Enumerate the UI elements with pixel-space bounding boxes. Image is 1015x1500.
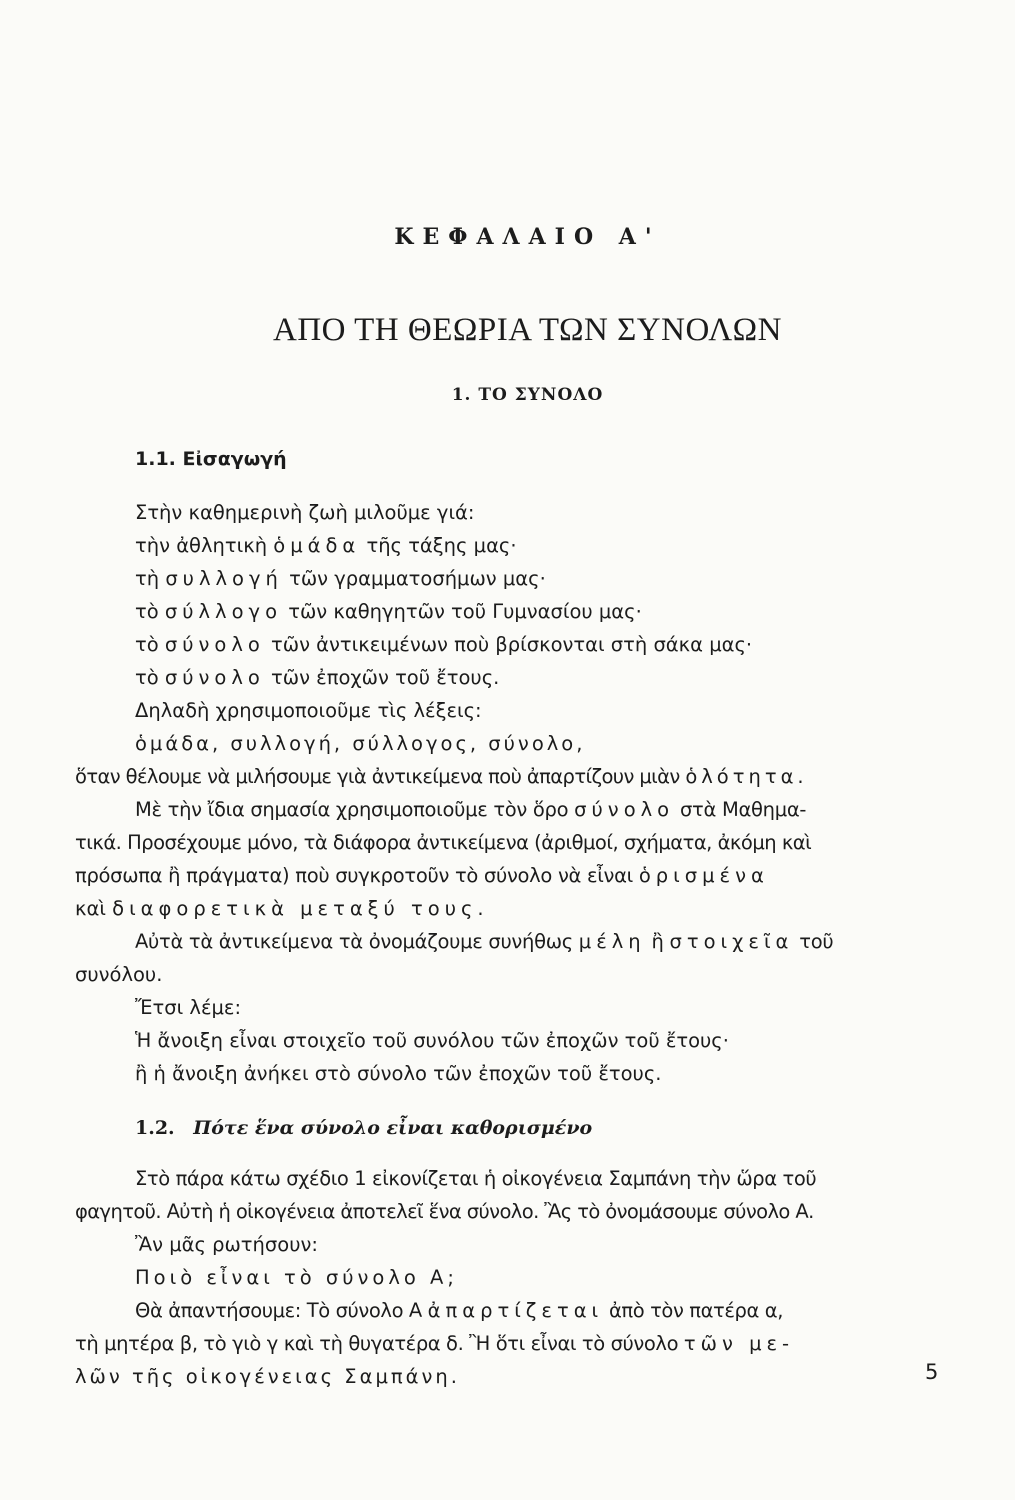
text-span: καὶ [75, 897, 113, 920]
text-span: ἀπὸ τὸν πατέρα α, [603, 1299, 783, 1322]
text-line: φαγητοῦ. Αὐτὴ ἡ οἰκογένεια ἀποτελεῖ ἕνα σύνολο. Ἂς τὸ ὀνομάσουμε σύνολο Α. [75, 1200, 814, 1223]
text-line: συνόλου. [75, 963, 163, 986]
text-line [135, 800, 806, 820]
spaced-term: συλλογή [165, 567, 283, 590]
text-span: τὸ [135, 666, 165, 689]
subsection-title: Εἰσαγωγή [182, 448, 287, 470]
spaced-term: διαφορετικὰ μεταξύ τους. [112, 897, 489, 920]
text-span: τῶν ἐποχῶν τοῦ ἔτους. [264, 666, 500, 689]
text-span: τῆς τάξης μας· [360, 534, 517, 557]
text-line: Δηλαδὴ χρησιμοποιοῦμε τὶς λέξεις: [135, 699, 482, 722]
text-line: τικά. Προσέχουμε μόνο, τὰ διάφορα ἀντικείμενα (ἀριθμοί, σχήματα, ἀκόμη καὶ [75, 831, 812, 854]
text-line [75, 899, 489, 919]
text-span: τὸ [135, 633, 165, 656]
text-line [135, 536, 517, 556]
text-span: τοῦ [793, 930, 834, 953]
text-span: ὅταν θέλουμε νὰ μιλήσουμε γιὰ ἀντικείμενα ποὺ ἀπαρτίζουν μιὰν [75, 765, 686, 788]
section-heading: 1. ΤΟ ΣΥΝΟΛΟ [451, 385, 604, 405]
chapter-title: ΑΠΟ ΤΗ ΘΕΩΡΙΑ ΤΩΝ ΣΥΝΟΛΩΝ [273, 312, 782, 348]
spaced-term: ὁμάδα [273, 534, 361, 557]
spaced-term: μέλη [578, 930, 646, 953]
text-span: τῶν καθηγητῶν τοῦ Γυμνασίου μας· [282, 600, 642, 623]
text-line [75, 866, 769, 886]
text-span: τὴ [135, 567, 166, 590]
text-line [75, 1334, 794, 1354]
spaced-term: σύνολο [164, 633, 265, 656]
spaced-term: σύλλογο [164, 600, 282, 623]
text-span: Θὰ ἀπαντήσουμε: Τὸ σύνολο Α [135, 1299, 428, 1322]
text-line: Στὸ πάρα κάτω σχέδιο 1 εἰκονίζεται ἡ οἰκογένεια Σαμπάνη τὴν ὥρα τοῦ [135, 1167, 817, 1190]
spaced-term: σύνολο [164, 666, 265, 689]
text-line: ὁμάδα, συλλογή, σύλλογος, σύνολο, [135, 732, 586, 755]
spaced-term: σύνολο [574, 798, 675, 821]
text-span: Αὐτὰ τὰ ἀντικείμενα τὰ ὀνομάζουμε συνήθως [135, 930, 579, 953]
text-line: Ἡ ἄνοιξη εἶναι στοιχεῖο τοῦ συνόλου τῶν ἐποχῶν τοῦ ἔτους· [135, 1029, 729, 1052]
text-line [135, 635, 752, 655]
spaced-term: ἀπαρτίζεται [427, 1299, 604, 1322]
text-line: ἢ ἡ ἄνοιξη ἀνήκει στὸ σύνολο τῶν ἐποχῶν τοῦ ἔτους. [135, 1062, 662, 1085]
text-span: τῶν ἀντικειμένων ποὺ βρίσκονται στὴ σάκα μας· [264, 633, 753, 656]
text-span: τὴ μητέρα β, τὸ γιὸ γ καὶ τὴ θυγατέρα δ. Ἢ ὅτι εἶναι τὸ σύνολο [75, 1332, 684, 1355]
text-line: Ἔτσι λέμε: [135, 996, 242, 1019]
subsection-number: 1.1. [135, 448, 176, 470]
spaced-term: ὁλότητα. [685, 765, 808, 788]
spaced-term: στοιχεῖα [669, 930, 794, 953]
subsection-1-1-heading [135, 448, 287, 470]
text-line: Ἂν μᾶς ρωτήσουν: [135, 1233, 318, 1256]
text-line: Ποιὸ εἶναι τὸ σύνολο Α; [135, 1266, 458, 1289]
text-span: Μὲ τὴν ἴδια σημασία χρησιμοποιοῦμε τὸν ὅρο [135, 798, 575, 821]
subsection-title: Πότε ἕνα σύνολο εἶναι καθορισμένο [193, 1117, 593, 1139]
text-line [135, 932, 833, 952]
subsection-number: 1.2. [135, 1117, 175, 1139]
text-span: στὰ Μαθημα- [674, 798, 807, 821]
text-span: τὸ [135, 600, 165, 623]
text-span: τὴν ἀθλητικὴ [135, 534, 274, 557]
text-line [135, 668, 499, 688]
text-line [135, 602, 642, 622]
chapter-heading: ΚΕΦΑΛΑΙΟ Α' [394, 224, 661, 250]
text-span: πρόσωπα ἢ πράγματα) ποὺ συγκροτοῦν τὸ σύνολο νὰ εἶναι [75, 864, 639, 887]
page-number: 5 [925, 1360, 939, 1384]
text-line [135, 569, 546, 589]
spaced-term: ὁρισμένα [638, 864, 769, 887]
text-line [75, 767, 808, 787]
text-line [135, 1301, 783, 1321]
text-span: ἢ [645, 930, 670, 953]
text-line: Στὴν καθημερινὴ ζωὴ μιλοῦμε γιά: [135, 501, 475, 524]
text-span: τῶν γραμματοσήμων μας· [282, 567, 546, 590]
text-line: λῶν τῆς οἰκογένειας Σαμπάνη. [75, 1365, 460, 1388]
subsection-1-2-heading [135, 1117, 592, 1139]
spaced-term: τῶν με- [683, 1332, 795, 1355]
